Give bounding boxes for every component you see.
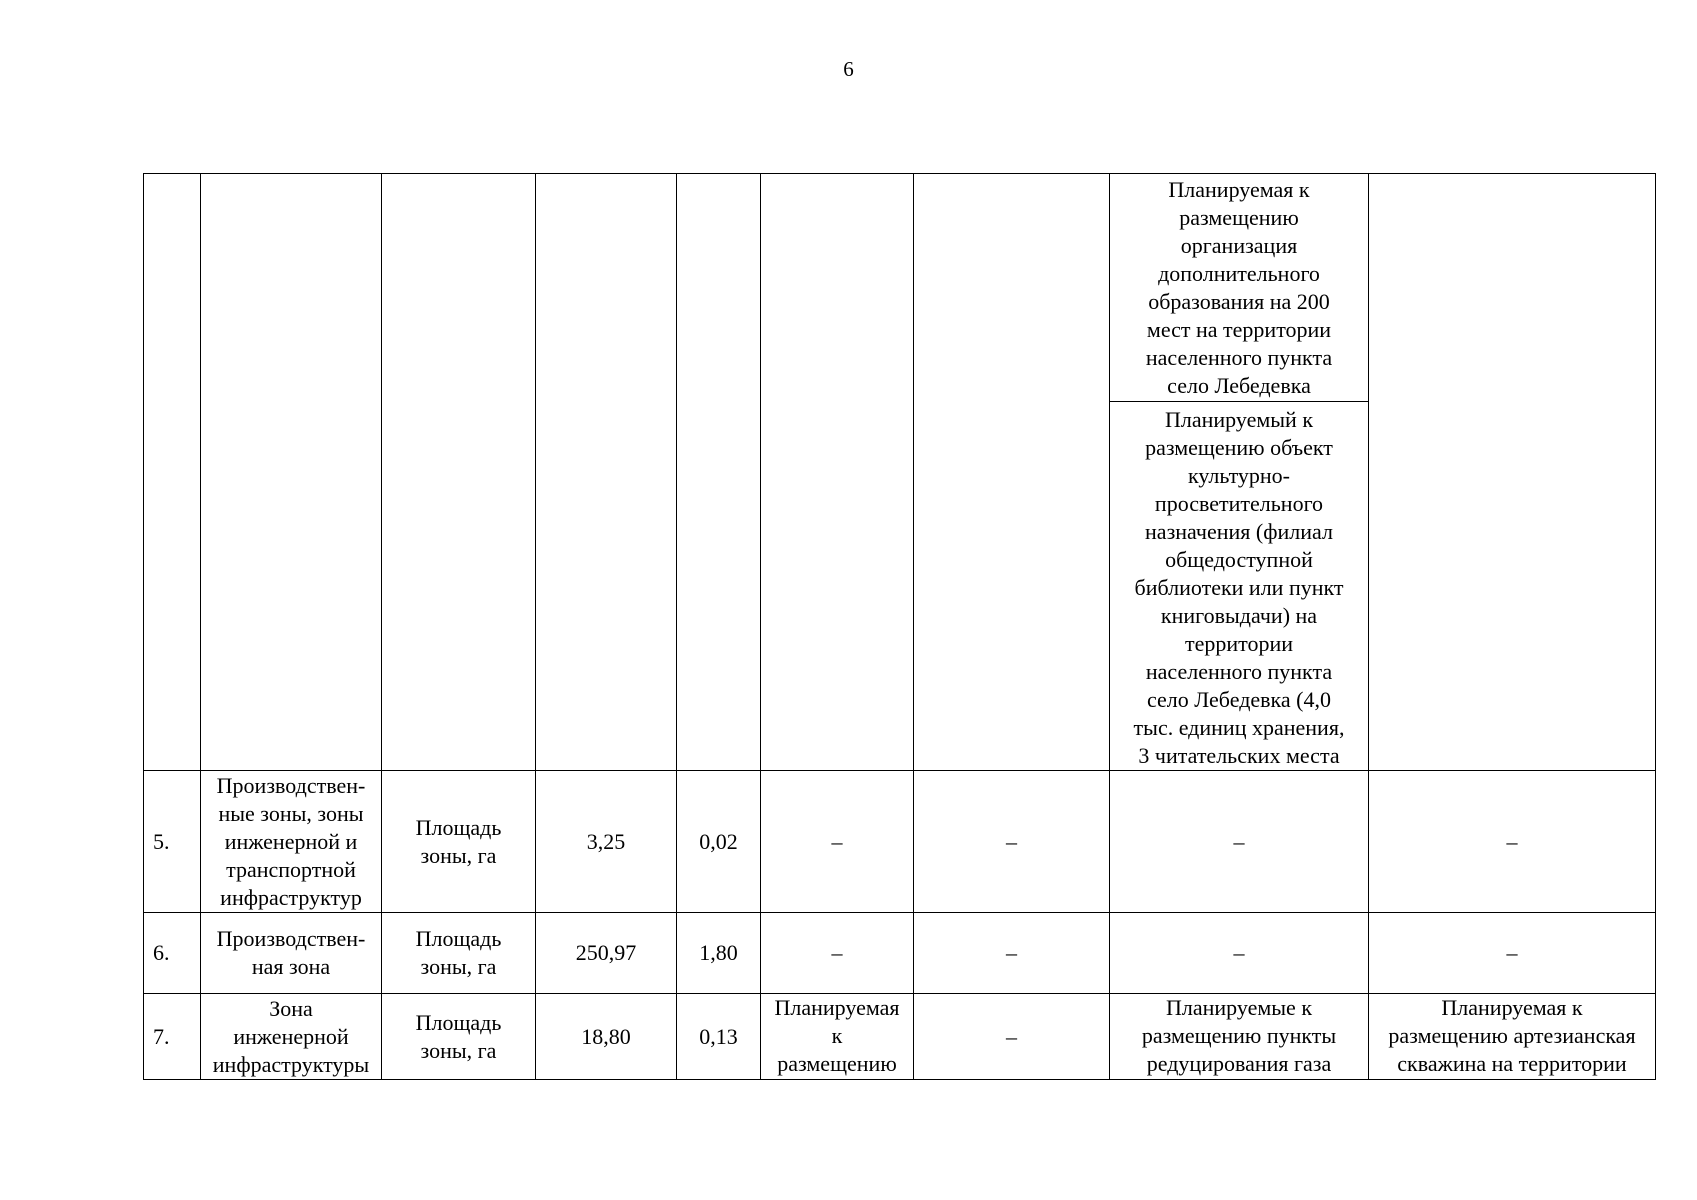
cell-num: 6. (144, 913, 201, 994)
cell-share: 1,80 (677, 913, 761, 994)
cell-share: 0,02 (677, 771, 761, 913)
cell-num: 7. (144, 994, 201, 1080)
cell-area: 18,80 (536, 994, 677, 1080)
cell-indicator: Площадь зоны, га (382, 771, 536, 913)
cell-area: 250,97 (536, 913, 677, 994)
cell-zone-text: Зона инженерной инфраструктуры (212, 995, 370, 1077)
cell-zone (201, 994, 382, 1080)
cell-col6 (761, 994, 914, 1080)
cell-num-continued (144, 174, 201, 771)
cell-num: 5. (144, 771, 201, 913)
table-row (144, 994, 1656, 1080)
table-row-continued (144, 174, 1656, 402)
cell-col6-text: Планируемая к размещению (774, 995, 900, 1076)
cell-area-continued (536, 174, 677, 771)
cell-col7: – (914, 771, 1110, 913)
cell-col8-text: Планируемые к размещению пункты редуцирования газа (1141, 995, 1337, 1076)
zones-table (143, 173, 1656, 1080)
cell-col9-text: Планируемая к размещению артезианская скважина на территории (1388, 995, 1636, 1076)
cell-col7: – (914, 913, 1110, 994)
cell-object-education: Планируемая к размещению организация дополнительного образования на 200 мест на территории населенного пункта село Лебедевка (1110, 174, 1369, 402)
cell-col8: – (1110, 913, 1369, 994)
page-number: 6 (843, 57, 854, 81)
cell-col6: – (761, 771, 914, 913)
cell-area: 3,25 (536, 771, 677, 913)
cell-indicator-continued (382, 174, 536, 771)
cell-zone: Производствен- ная зона (201, 913, 382, 994)
cell-col7: – (914, 994, 1110, 1080)
cell-col9-continued (1369, 174, 1656, 771)
cell-col9: – (1369, 913, 1656, 994)
cell-col9 (1369, 994, 1656, 1080)
cell-object-library: Планируемый к размещению объект культурно- просветительного назначения (филиал общедоступной библиотеки или пункт книговыдачи) на территории населенного пункта село Лебедевка (4,0 тыс. единиц хранения, 3 читательских места (1110, 402, 1369, 771)
cell-share-continued (677, 174, 761, 771)
cell-col8 (1110, 994, 1369, 1080)
cell-indicator: Площадь зоны, га (382, 994, 536, 1080)
cell-col8: – (1110, 771, 1369, 913)
cell-col9: – (1369, 771, 1656, 913)
cell-indicator: Площадь зоны, га (382, 913, 536, 994)
cell-col6: – (761, 913, 914, 994)
cell-col6-continued (761, 174, 914, 771)
cell-share: 0,13 (677, 994, 761, 1080)
cell-zone-text: Производствен- ные зоны, зоны инженерной и транспортной инфраструктур (216, 772, 366, 910)
table-row (144, 771, 1656, 913)
table-row (144, 913, 1656, 994)
cell-col7-continued (914, 174, 1110, 771)
cell-zone (201, 771, 382, 913)
cell-zone-continued (201, 174, 382, 771)
